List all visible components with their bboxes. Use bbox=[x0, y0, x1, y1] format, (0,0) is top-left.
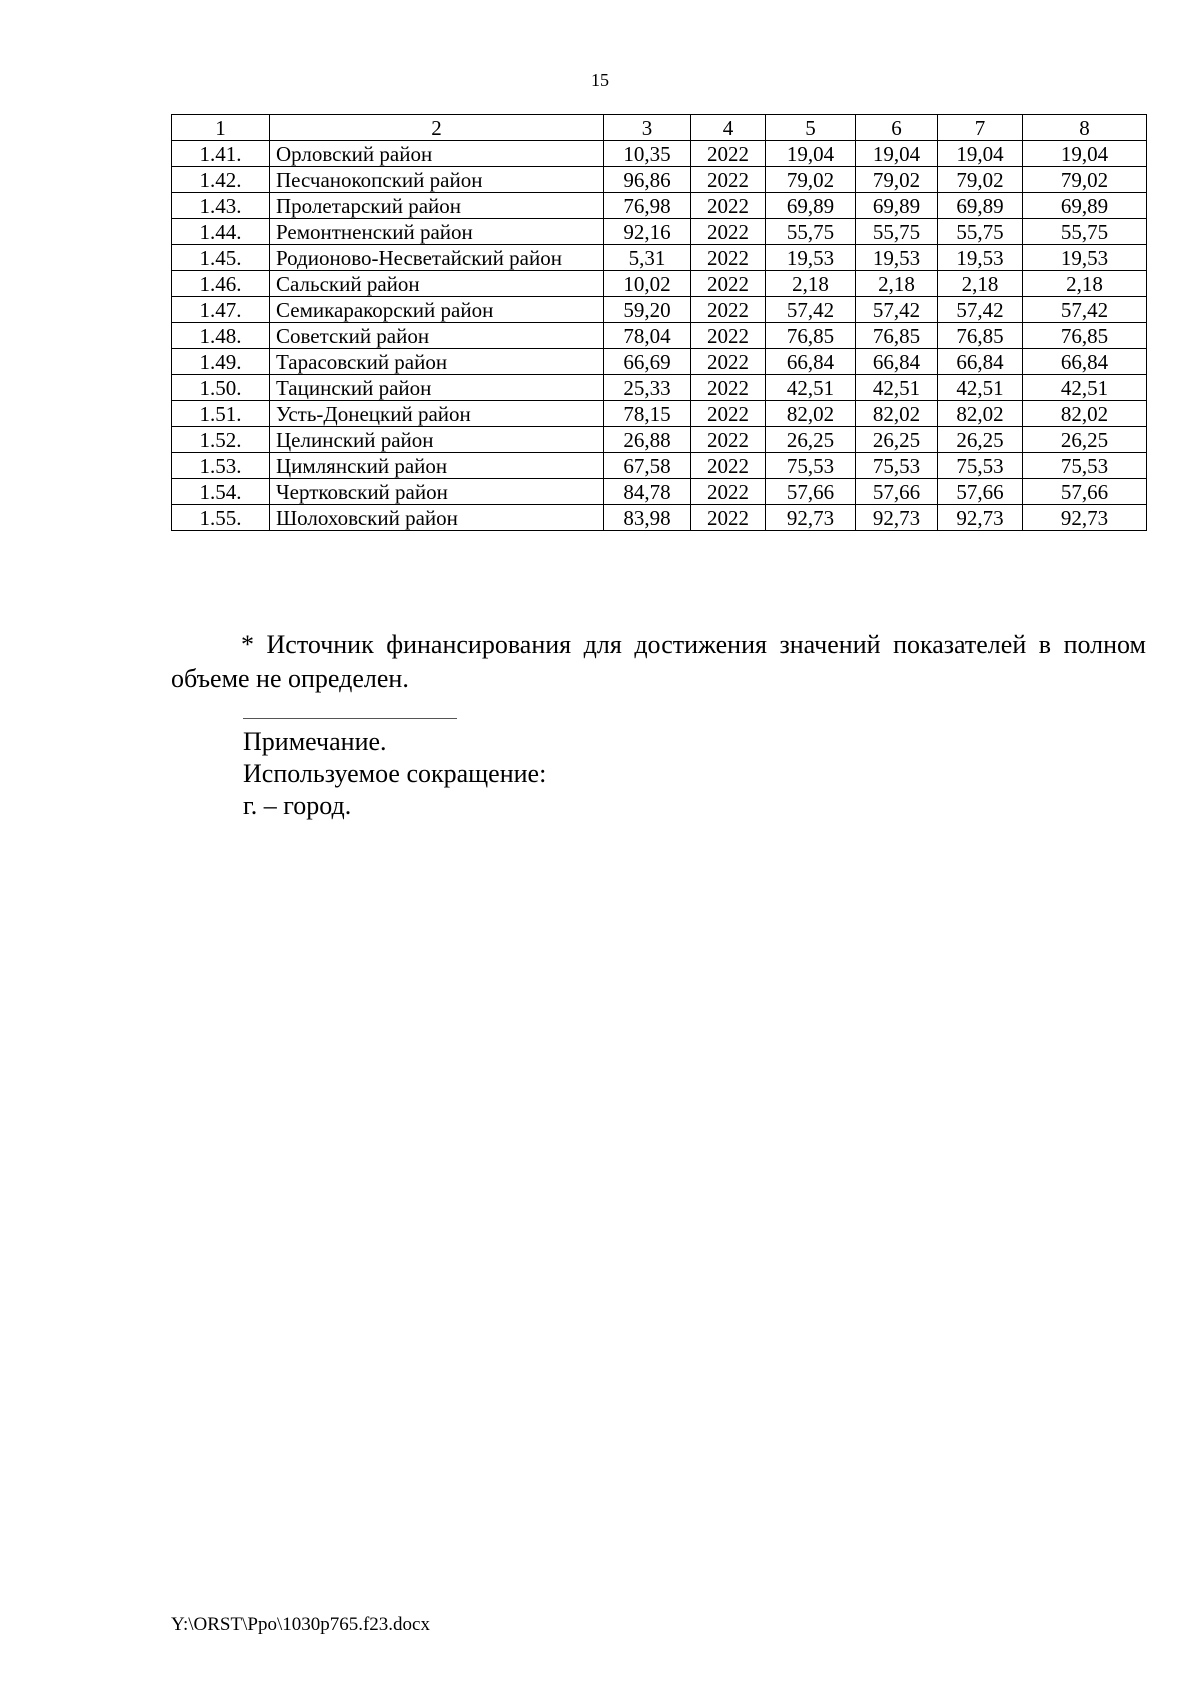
column-header: 1 bbox=[172, 115, 270, 141]
value-cell: 2,18 bbox=[938, 271, 1023, 297]
table-row bbox=[172, 375, 1147, 401]
district-name-cell: Песчанокопский район bbox=[270, 167, 604, 193]
value-cell: 26,25 bbox=[766, 427, 856, 453]
note-abbreviation-item: г. – город. bbox=[243, 791, 352, 820]
value-cell: 19,04 bbox=[1023, 141, 1147, 167]
column-header: 6 bbox=[856, 115, 938, 141]
table-row bbox=[172, 271, 1147, 297]
district-name-cell: Родионово-Несветайский район bbox=[270, 245, 604, 271]
table-row bbox=[172, 219, 1147, 245]
row-number-cell: 1.55. bbox=[172, 505, 270, 531]
table-row bbox=[172, 427, 1147, 453]
base-year-cell: 2022 bbox=[691, 219, 766, 245]
value-cell: 69,89 bbox=[938, 193, 1023, 219]
district-name-cell: Тацинский район bbox=[270, 375, 604, 401]
column-header: 7 bbox=[938, 115, 1023, 141]
base-value-cell: 67,58 bbox=[604, 453, 691, 479]
column-header: 8 bbox=[1023, 115, 1147, 141]
table-header-row bbox=[172, 115, 1147, 141]
value-cell: 76,85 bbox=[1023, 323, 1147, 349]
value-cell: 57,42 bbox=[1023, 297, 1147, 323]
base-year-cell: 2022 bbox=[691, 427, 766, 453]
value-cell: 82,02 bbox=[938, 401, 1023, 427]
row-number-cell: 1.43. bbox=[172, 193, 270, 219]
district-name-cell: Шолоховский район bbox=[270, 505, 604, 531]
row-number-cell: 1.44. bbox=[172, 219, 270, 245]
value-cell: 2,18 bbox=[766, 271, 856, 297]
row-number-cell: 1.47. bbox=[172, 297, 270, 323]
value-cell: 19,53 bbox=[938, 245, 1023, 271]
value-cell: 75,53 bbox=[766, 453, 856, 479]
row-number-cell: 1.52. bbox=[172, 427, 270, 453]
table-body bbox=[172, 115, 1147, 531]
base-year-cell: 2022 bbox=[691, 141, 766, 167]
value-cell: 76,85 bbox=[856, 323, 938, 349]
table-row bbox=[172, 453, 1147, 479]
base-year-cell: 2022 bbox=[691, 375, 766, 401]
base-year-cell: 2022 bbox=[691, 193, 766, 219]
value-cell: 79,02 bbox=[1023, 167, 1147, 193]
base-value-cell: 83,98 bbox=[604, 505, 691, 531]
table-row bbox=[172, 245, 1147, 271]
value-cell: 42,51 bbox=[856, 375, 938, 401]
table-row bbox=[172, 349, 1147, 375]
value-cell: 42,51 bbox=[1023, 375, 1147, 401]
base-year-cell: 2022 bbox=[691, 505, 766, 531]
value-cell: 82,02 bbox=[1023, 401, 1147, 427]
base-value-cell: 84,78 bbox=[604, 479, 691, 505]
table-row bbox=[172, 505, 1147, 531]
row-number-cell: 1.49. bbox=[172, 349, 270, 375]
base-year-cell: 2022 bbox=[691, 401, 766, 427]
value-cell: 19,53 bbox=[766, 245, 856, 271]
value-cell: 69,89 bbox=[856, 193, 938, 219]
value-cell: 75,53 bbox=[938, 453, 1023, 479]
table-row bbox=[172, 323, 1147, 349]
note-block bbox=[243, 726, 546, 822]
column-header: 4 bbox=[691, 115, 766, 141]
value-cell: 19,04 bbox=[766, 141, 856, 167]
value-cell: 57,66 bbox=[938, 479, 1023, 505]
row-number-cell: 1.53. bbox=[172, 453, 270, 479]
row-number-cell: 1.42. bbox=[172, 167, 270, 193]
value-cell: 26,25 bbox=[938, 427, 1023, 453]
base-year-cell: 2022 bbox=[691, 167, 766, 193]
base-value-cell: 92,16 bbox=[604, 219, 691, 245]
base-value-cell: 25,33 bbox=[604, 375, 691, 401]
value-cell: 66,84 bbox=[766, 349, 856, 375]
value-cell: 2,18 bbox=[1023, 271, 1147, 297]
district-name-cell: Советский район bbox=[270, 323, 604, 349]
base-year-cell: 2022 bbox=[691, 297, 766, 323]
row-number-cell: 1.51. bbox=[172, 401, 270, 427]
base-year-cell: 2022 bbox=[691, 453, 766, 479]
district-name-cell: Целинский район bbox=[270, 427, 604, 453]
data-table bbox=[171, 114, 1147, 531]
footnote-text: * Источник финансирования для достижения значений показателей в полном объеме не определен. bbox=[171, 630, 1146, 693]
value-cell: 57,42 bbox=[938, 297, 1023, 323]
note-separator bbox=[243, 718, 457, 719]
value-cell: 75,53 bbox=[1023, 453, 1147, 479]
table-row bbox=[172, 297, 1147, 323]
funding-footnote bbox=[171, 628, 1146, 696]
district-name-cell: Тарасовский район bbox=[270, 349, 604, 375]
value-cell: 66,84 bbox=[856, 349, 938, 375]
row-number-cell: 1.50. bbox=[172, 375, 270, 401]
value-cell: 92,73 bbox=[1023, 505, 1147, 531]
district-name-cell: Пролетарский район bbox=[270, 193, 604, 219]
note-title: Примечание. bbox=[243, 727, 387, 756]
district-name-cell: Чертковский район bbox=[270, 479, 604, 505]
base-year-cell: 2022 bbox=[691, 245, 766, 271]
row-number-cell: 1.46. bbox=[172, 271, 270, 297]
column-header: 2 bbox=[270, 115, 604, 141]
base-value-cell: 66,69 bbox=[604, 349, 691, 375]
value-cell: 57,42 bbox=[766, 297, 856, 323]
district-name-cell: Орловский район bbox=[270, 141, 604, 167]
value-cell: 69,89 bbox=[1023, 193, 1147, 219]
value-cell: 26,25 bbox=[1023, 427, 1147, 453]
value-cell: 2,18 bbox=[856, 271, 938, 297]
value-cell: 57,66 bbox=[766, 479, 856, 505]
district-name-cell: Усть-Донецкий район bbox=[270, 401, 604, 427]
value-cell: 19,53 bbox=[1023, 245, 1147, 271]
value-cell: 26,25 bbox=[856, 427, 938, 453]
table-row bbox=[172, 141, 1147, 167]
note-abbreviation-heading: Используемое сокращение: bbox=[243, 759, 547, 788]
value-cell: 19,53 bbox=[856, 245, 938, 271]
base-year-cell: 2022 bbox=[691, 479, 766, 505]
value-cell: 57,42 bbox=[856, 297, 938, 323]
value-cell: 55,75 bbox=[1023, 219, 1147, 245]
file-path: Y:\ORST\Ppo\1030p765.f23.docx bbox=[171, 1614, 430, 1635]
value-cell: 55,75 bbox=[856, 219, 938, 245]
value-cell: 82,02 bbox=[856, 401, 938, 427]
table-row bbox=[172, 167, 1147, 193]
value-cell: 92,73 bbox=[856, 505, 938, 531]
table-row bbox=[172, 193, 1147, 219]
value-cell: 76,85 bbox=[938, 323, 1023, 349]
row-number-cell: 1.45. bbox=[172, 245, 270, 271]
district-name-cell: Цимлянский район bbox=[270, 453, 604, 479]
base-value-cell: 5,31 bbox=[604, 245, 691, 271]
base-value-cell: 78,15 bbox=[604, 401, 691, 427]
value-cell: 66,84 bbox=[1023, 349, 1147, 375]
value-cell: 57,66 bbox=[856, 479, 938, 505]
base-value-cell: 10,35 bbox=[604, 141, 691, 167]
value-cell: 55,75 bbox=[766, 219, 856, 245]
row-number-cell: 1.54. bbox=[172, 479, 270, 505]
value-cell: 42,51 bbox=[938, 375, 1023, 401]
value-cell: 19,04 bbox=[856, 141, 938, 167]
base-value-cell: 59,20 bbox=[604, 297, 691, 323]
value-cell: 79,02 bbox=[766, 167, 856, 193]
value-cell: 79,02 bbox=[938, 167, 1023, 193]
value-cell: 69,89 bbox=[766, 193, 856, 219]
column-header: 3 bbox=[604, 115, 691, 141]
value-cell: 19,04 bbox=[938, 141, 1023, 167]
base-value-cell: 10,02 bbox=[604, 271, 691, 297]
value-cell: 75,53 bbox=[856, 453, 938, 479]
row-number-cell: 1.41. bbox=[172, 141, 270, 167]
base-value-cell: 96,86 bbox=[604, 167, 691, 193]
base-value-cell: 78,04 bbox=[604, 323, 691, 349]
value-cell: 76,85 bbox=[766, 323, 856, 349]
base-value-cell: 26,88 bbox=[604, 427, 691, 453]
value-cell: 42,51 bbox=[766, 375, 856, 401]
value-cell: 55,75 bbox=[938, 219, 1023, 245]
value-cell: 82,02 bbox=[766, 401, 856, 427]
value-cell: 79,02 bbox=[856, 167, 938, 193]
base-year-cell: 2022 bbox=[691, 349, 766, 375]
value-cell: 92,73 bbox=[938, 505, 1023, 531]
table-row bbox=[172, 479, 1147, 505]
column-header: 5 bbox=[766, 115, 856, 141]
value-cell: 92,73 bbox=[766, 505, 856, 531]
district-name-cell: Ремонтненский район bbox=[270, 219, 604, 245]
row-number-cell: 1.48. bbox=[172, 323, 270, 349]
base-year-cell: 2022 bbox=[691, 323, 766, 349]
value-cell: 66,84 bbox=[938, 349, 1023, 375]
district-name-cell: Сальский район bbox=[270, 271, 604, 297]
district-name-cell: Семикаракорский район bbox=[270, 297, 604, 323]
base-year-cell: 2022 bbox=[691, 271, 766, 297]
page-number: 15 bbox=[591, 70, 609, 90]
base-value-cell: 76,98 bbox=[604, 193, 691, 219]
table-row bbox=[172, 401, 1147, 427]
value-cell: 57,66 bbox=[1023, 479, 1147, 505]
